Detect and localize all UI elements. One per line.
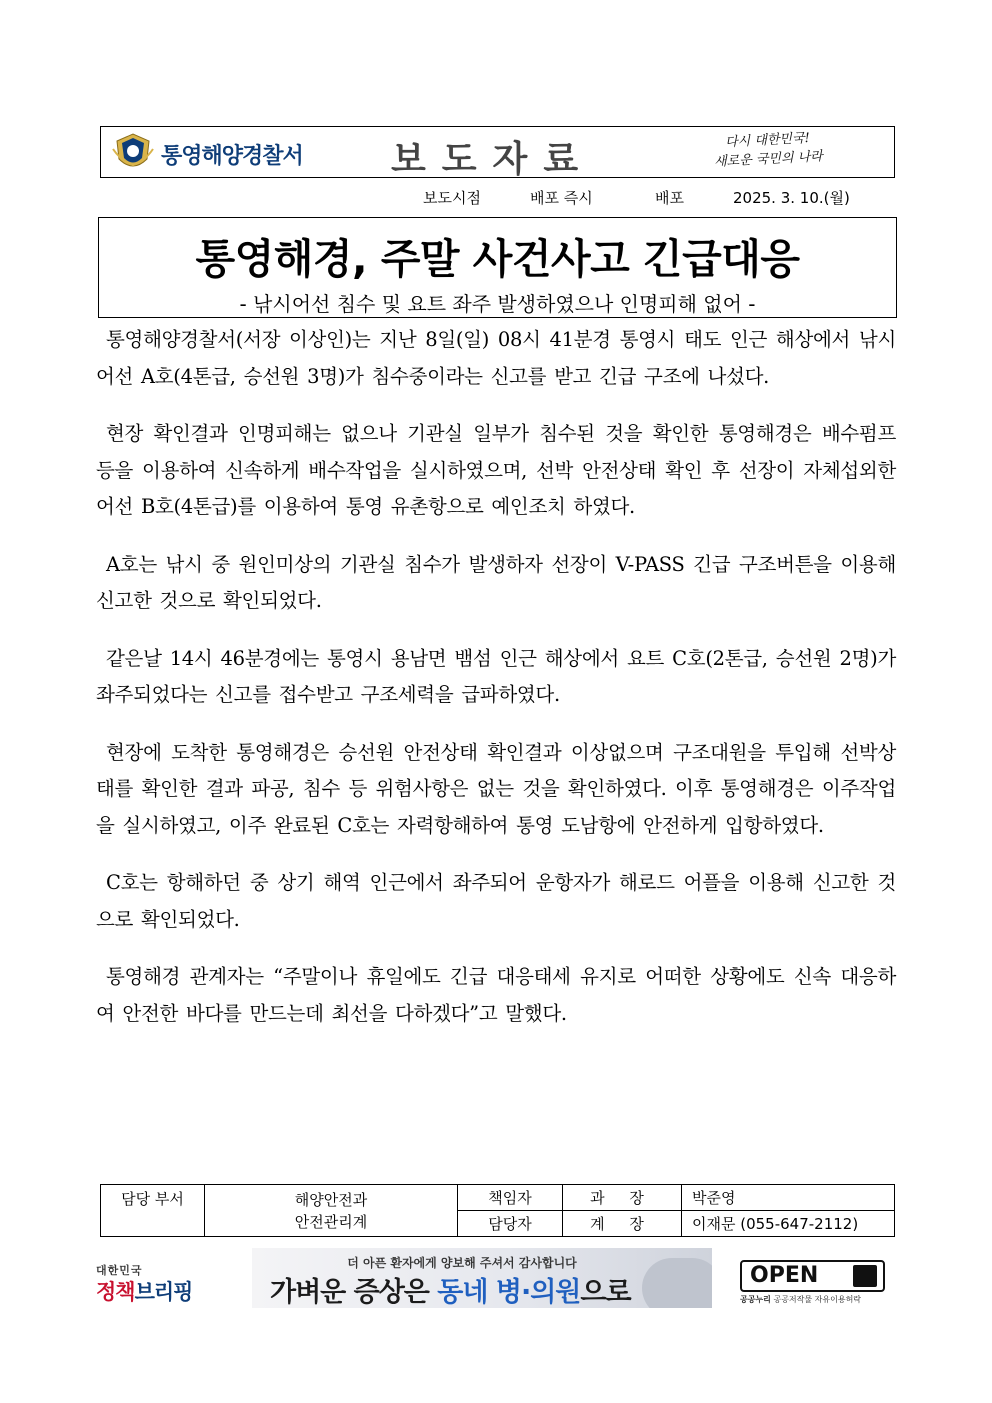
banner-main-text xyxy=(270,1270,631,1308)
position-cell: 계 장 xyxy=(563,1211,682,1237)
slogan-line-1: 다시 대한민국! xyxy=(724,130,811,151)
open-sub-text xyxy=(740,1294,890,1305)
paragraph: 통영해양경찰서(서장 이상인)는 지난 8일(일) 08시 41분경 통영시 태도 인근 해상에서 낚시어선 A호(4톤급, 승선원 3명)가 침수중이라는 신고를 받고 긴급 구조에 나섰다. xyxy=(96,328,896,388)
brief-main-a: 정책 xyxy=(96,1280,135,1304)
paragraph: 현장에 도착한 통영해경은 승선원 안전상태 확인결과 이상없으며 구조대원을 투입해 선박상태를 확인한 결과 파공, 침수 등 위험사항은 없는 것을 확인하였다. 이후 통영해경은 이주작업을 실시하였고, 이주 완료된 C호는 자력항해하여 통영 도남항에 안전하게 입항하였다. xyxy=(96,740,896,837)
name-cell: 박준영 xyxy=(682,1185,895,1211)
table-row xyxy=(101,1185,895,1211)
slogan-line-2: 새로운 국민의 나라 xyxy=(713,149,824,170)
dept-unit xyxy=(205,1185,458,1237)
paragraph: 현장 확인결과 인명피해는 없으나 기관실 일부가 침수된 것을 확인한 통영해경은 배수펌프 등을 이용하여 신속하게 배수작업을 실시하였으며, 선박 안전상태 확인 후 선장이 자체섭외한 어선 B호(4톤급)를 이용하여 통영 유촌항으로 예인조치 하였다. xyxy=(96,422,896,518)
paragraph: C호는 항해하던 중 상기 해역 인근에서 좌주되어 운항자가 해로드 어플을 이용해 신고한 것으로 확인되었다. xyxy=(96,871,896,931)
paragraph: 같은날 14시 46분경에는 통영시 용남면 뱀섬 인근 해상에서 요트 C호(2톤급, 승선원 2명)가 좌주되었다는 신고를 접수받고 구조세력을 급파하였다. xyxy=(96,646,896,706)
brief-main-text xyxy=(96,1276,206,1306)
article-body xyxy=(96,322,896,1053)
open-sub-b: 공공저작물 자유이용허락 xyxy=(773,1295,862,1304)
brief-top-text: 대한민국 xyxy=(96,1264,143,1277)
subheadline: - 낚시어선 침수 및 요트 좌주 발생하였으나 인명피해 없어 - xyxy=(239,292,756,316)
header-box xyxy=(100,126,895,178)
title-box xyxy=(98,217,897,318)
open-license-logo[interactable] xyxy=(740,1260,885,1305)
headline: 통영해경, 주말 사건사고 긴급대응 xyxy=(195,235,800,283)
name-cell: 이재문 (055-647-2112) xyxy=(682,1211,895,1237)
brief-main-b: 브리핑 xyxy=(134,1280,193,1304)
open-sub-a: 공공누리 xyxy=(740,1295,771,1304)
role-cell: 책임자 xyxy=(458,1185,563,1211)
doc-type-title: 보도자료 xyxy=(391,138,595,180)
slogan xyxy=(712,128,824,172)
dept-label: 담당 부서 xyxy=(101,1185,205,1237)
distribution-label: 배포 xyxy=(655,189,684,207)
paragraph: 통영해경 관계자는 “주말이나 휴일에도 긴급 대응태세 유지로 어떠한 상황에도 신속 대응하여 안전한 바다를 만드는데 최선을 다하겠다”고 말했다. xyxy=(96,965,896,1025)
dept-line-2: 안전관리계 xyxy=(294,1212,368,1231)
banner-text-c: 으로 xyxy=(580,1277,631,1308)
dept-line-1: 해양안전과 xyxy=(294,1190,368,1209)
org-name: 통영해양경찰서 xyxy=(161,144,303,169)
attribution-icon xyxy=(853,1265,877,1287)
police-emblem-icon xyxy=(111,131,155,175)
campaign-banner[interactable] xyxy=(252,1248,712,1308)
release-timing: 배포 즉시 xyxy=(530,189,593,207)
banner-text-b: 동네 병·의원 xyxy=(437,1277,581,1308)
open-label: OPEN xyxy=(750,1263,819,1288)
paragraph: A호는 낚시 중 원인미상의 기관실 침수가 발생하자 선장이 V-PASS 긴급 구조버튼을 이용해 신고한 것으로 확인되었다. xyxy=(96,552,896,612)
release-label: 보도시점 xyxy=(423,189,481,207)
position-cell: 과 장 xyxy=(563,1185,682,1211)
banner-text-a: 가벼운 증상은 xyxy=(270,1277,438,1308)
role-cell: 담당자 xyxy=(458,1211,563,1237)
banner-top-text: 더 아픈 환자에게 양보해 주셔서 감사합니다 xyxy=(347,1256,577,1270)
open-box xyxy=(740,1260,885,1292)
policy-briefing-logo[interactable] xyxy=(96,1262,206,1308)
contact-table xyxy=(100,1184,895,1237)
release-date: 2025. 3. 10.(월) xyxy=(733,189,850,207)
